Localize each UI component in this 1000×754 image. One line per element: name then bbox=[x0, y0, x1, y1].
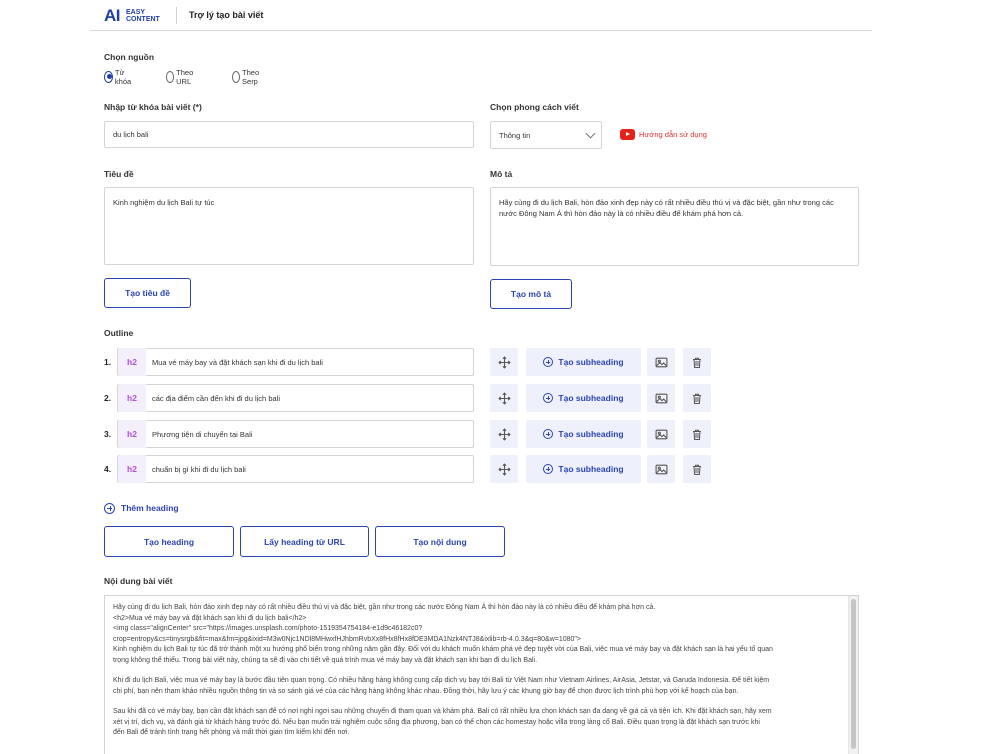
outline-heading-input[interactable] bbox=[117, 420, 474, 448]
style-select[interactable] bbox=[490, 121, 602, 149]
radio-keyword-label: Từ khóa bbox=[114, 68, 132, 86]
move-arrows-icon bbox=[498, 428, 511, 441]
image-icon bbox=[655, 463, 668, 476]
radio-url[interactable] bbox=[166, 70, 197, 84]
create-content-button[interactable]: Tạo nội dung bbox=[375, 526, 505, 557]
create-heading-button[interactable]: Tạo heading bbox=[104, 526, 234, 557]
outline-row-number: 1. bbox=[104, 357, 112, 367]
image-button[interactable] bbox=[647, 384, 675, 412]
move-arrows-icon bbox=[498, 463, 511, 476]
description-value: Hãy cùng đi du lịch Bali, hòn đảo xinh đẹp này có rất nhiều điều thú vị và đặc biệt, gần như trong các nước Đông Nam Á thì hòn đảo này là có nhiều điều để khám phá hơn cả. bbox=[499, 198, 834, 218]
outline-row-number: 3. bbox=[104, 429, 112, 439]
image-button[interactable] bbox=[647, 455, 675, 483]
description-textarea[interactable] bbox=[490, 187, 859, 266]
radio-serp[interactable] bbox=[232, 70, 263, 84]
delete-button[interactable] bbox=[683, 455, 711, 483]
move-arrows-icon bbox=[498, 356, 511, 369]
trash-icon bbox=[691, 392, 703, 405]
outline-row-number: 2. bbox=[104, 393, 112, 403]
heading-from-url-button[interactable]: Lấy heading từ URL bbox=[240, 526, 369, 557]
delete-button[interactable] bbox=[683, 384, 711, 412]
content-line: đến Bali để tránh tình trạng hết phòng và mất thời gian tìm kiếm khi đến nơi. bbox=[113, 729, 350, 736]
description-label: Mô tả bbox=[490, 169, 513, 179]
create-subheading-label: Tạo subheading bbox=[558, 357, 624, 367]
youtube-icon[interactable] bbox=[620, 129, 635, 140]
chevron-down-icon bbox=[586, 129, 596, 139]
keyword-input-value: du lịch bali bbox=[113, 130, 149, 139]
outline-heading-input[interactable] bbox=[117, 348, 474, 376]
source-label: Chọn nguồn bbox=[104, 52, 155, 62]
content-line: trọng không thể thiếu. Trong bài viết này, chúng ta sẽ đi vào chi tiết về quá trình mua vé máy bay và đặt khách sạn khi bạn đi du lịch Bali. bbox=[113, 656, 538, 664]
move-button[interactable] bbox=[490, 348, 518, 376]
content-line: crop=entropy&cs=tinysrgb&fit=max&fm=jpg&ixid=M3w0Njc1NDl8MHwxfHJhbmRvbXx8fHx8fHx8fDE3MDA1Nzk4NTJ8&ixlib=rb-4.0.3&q=80&w=1080"> bbox=[113, 635, 581, 643]
content-scrollbar[interactable] bbox=[848, 596, 858, 754]
move-button[interactable] bbox=[490, 384, 518, 412]
image-icon bbox=[655, 428, 668, 441]
outline-heading-text: chuẩn bị gì khi đi du lịch bali bbox=[152, 464, 246, 474]
create-subheading-button[interactable] bbox=[526, 348, 641, 376]
header-divider bbox=[176, 7, 177, 24]
style-select-value: Thông tin bbox=[499, 130, 531, 140]
trash-icon bbox=[691, 463, 703, 476]
move-button[interactable] bbox=[490, 455, 518, 483]
plus-circle-icon bbox=[104, 503, 115, 514]
title-label: Tiêu đề bbox=[104, 169, 134, 179]
create-subheading-button[interactable] bbox=[526, 420, 641, 448]
plus-circle-icon bbox=[543, 464, 553, 474]
outline-label: Outline bbox=[104, 328, 134, 338]
add-heading-button[interactable] bbox=[104, 502, 179, 514]
content-line: Hãy cùng đi du lịch Bali, hòn đảo xinh đẹp này có rất nhiều điều thú vị và đặc biệt, gần như trong các nước Đông Nam Á thì hòn đảo này là có nhiều điều để khám phá hơn cả. bbox=[113, 604, 656, 611]
create-subheading-button[interactable] bbox=[526, 384, 641, 412]
content-line: Kinh nghiệm du lịch Bali tự túc đã trở thành một xu hướng phổ biến trong những năm gần đây. Đối với du khách muốn khám phá vẻ đẹp tuyệt vời của Bali, việc mua vé máy bay và đặt khách sạn là hai yếu tố quan bbox=[113, 646, 773, 653]
user-guide-link[interactable]: Hướng dẫn sử dụng bbox=[639, 130, 707, 139]
app-header bbox=[90, 0, 872, 31]
radio-dot bbox=[166, 71, 174, 83]
outline-row-number: 4. bbox=[104, 464, 112, 474]
delete-button[interactable] bbox=[683, 348, 711, 376]
content-textarea[interactable] bbox=[104, 595, 859, 754]
radio-dot bbox=[104, 71, 113, 83]
content-text bbox=[113, 603, 843, 739]
add-heading-label: Thêm heading bbox=[121, 503, 179, 513]
plus-circle-icon bbox=[543, 357, 553, 367]
plus-circle-icon bbox=[543, 393, 553, 403]
easy-content-logo[interactable] bbox=[104, 6, 166, 26]
heading-level-tag: h2 bbox=[118, 384, 146, 412]
outline-heading-text: các địa điểm cần đến khi đi du lịch bali bbox=[152, 393, 280, 403]
content-line: <img class="alignCenter" src="https://images.unsplash.com/photo-1519354754184-e1d9c46182c0? bbox=[113, 625, 423, 632]
image-icon bbox=[655, 392, 668, 405]
keyword-input[interactable] bbox=[104, 121, 474, 148]
content-line: chi phí, bạn nên tham khảo nhiều nguồn thông tin và so sánh giá vé của các hãng hàng không khác nhau. Đồng thời, hãy lưu ý các khung giờ bay để chọn được lịch trình phù hợp với kế hoạch của bạn. bbox=[113, 687, 739, 695]
radio-serp-label: Theo Serp bbox=[242, 68, 260, 86]
scrollbar-thumb[interactable] bbox=[851, 599, 856, 749]
delete-button[interactable] bbox=[683, 420, 711, 448]
heading-level-tag: h2 bbox=[118, 455, 146, 483]
outline-heading-text: Mua vé máy bay và đặt khách sạn khi đi du lịch bali bbox=[152, 357, 323, 367]
logo-line1: EASY bbox=[126, 9, 146, 16]
plus-circle-icon bbox=[543, 429, 553, 439]
image-icon bbox=[655, 356, 668, 369]
radio-keyword[interactable] bbox=[104, 70, 134, 84]
content-line: xét vị trí, dịch vụ, và đánh giá từ khách hàng trước đó. Nếu bạn muốn trải nghiệm cuộc sống địa phương, bạn có thể chọn các homestay hoặc villa trong làng cổ Bali. Điều quan trọng là đặt khách sạn trước khi bbox=[113, 718, 760, 726]
heading-level-tag: h2 bbox=[118, 420, 146, 448]
move-button[interactable] bbox=[490, 420, 518, 448]
title-value: Kinh nghiệm du lịch Bali tự túc bbox=[113, 198, 215, 207]
radio-dot bbox=[232, 71, 240, 83]
create-title-button[interactable]: Tạo tiêu đề bbox=[104, 278, 191, 308]
image-button[interactable] bbox=[647, 348, 675, 376]
style-label: Chọn phong cách viết bbox=[490, 102, 579, 112]
trash-icon bbox=[691, 356, 703, 369]
content-line: <h2>Mua vé máy bay và đặt khách sạn khi đi du lịch bali</h2> bbox=[113, 614, 307, 622]
image-button[interactable] bbox=[647, 420, 675, 448]
outline-heading-text: Phương tiện di chuyển tại Bali bbox=[152, 429, 253, 439]
outline-heading-input[interactable] bbox=[117, 384, 474, 412]
move-arrows-icon bbox=[498, 392, 511, 405]
logo-line2: CONTENT bbox=[126, 16, 160, 23]
outline-heading-input[interactable] bbox=[117, 455, 474, 483]
heading-level-tag: h2 bbox=[118, 348, 146, 376]
content-line: Khi đi du lịch Bali, việc mua vé máy bay là bước đầu tiên quan trọng. Có nhiều hãng hàng không cung cấp dịch vụ bay tới Bali từ Việt Nam như Vietnam Airlines, AirAsia, Jetstar, và Garuda Indonesia. Để tiết kiệm bbox=[113, 677, 770, 684]
content-label: Nội dung bài viết bbox=[104, 576, 173, 586]
trash-icon bbox=[691, 428, 703, 441]
create-subheading-button[interactable] bbox=[526, 455, 641, 483]
create-subheading-label: Tạo subheading bbox=[558, 464, 624, 474]
page-title: Trợ lý tạo bài viết bbox=[189, 10, 264, 20]
create-description-button[interactable]: Tạo mô tả bbox=[490, 279, 572, 309]
keyword-label: Nhập từ khóa bài viết (*) bbox=[104, 102, 202, 112]
radio-url-label: Theo URL bbox=[176, 68, 194, 86]
create-subheading-label: Tạo subheading bbox=[558, 429, 624, 439]
create-subheading-label: Tạo subheading bbox=[558, 393, 624, 403]
logo-ai-mark: AI bbox=[104, 6, 120, 25]
content-line: Sau khi đã có vé máy bay, bạn cần đặt khách sạn để có nơi nghỉ ngơi sau những chuyến đi tham quan và khám phá. Bali có rất nhiều lựa chọn khách sạn đa dạng về giá cả và tiện ích. Khi đặt khách sạn, hãy xem bbox=[113, 708, 772, 715]
title-textarea[interactable] bbox=[104, 187, 474, 265]
